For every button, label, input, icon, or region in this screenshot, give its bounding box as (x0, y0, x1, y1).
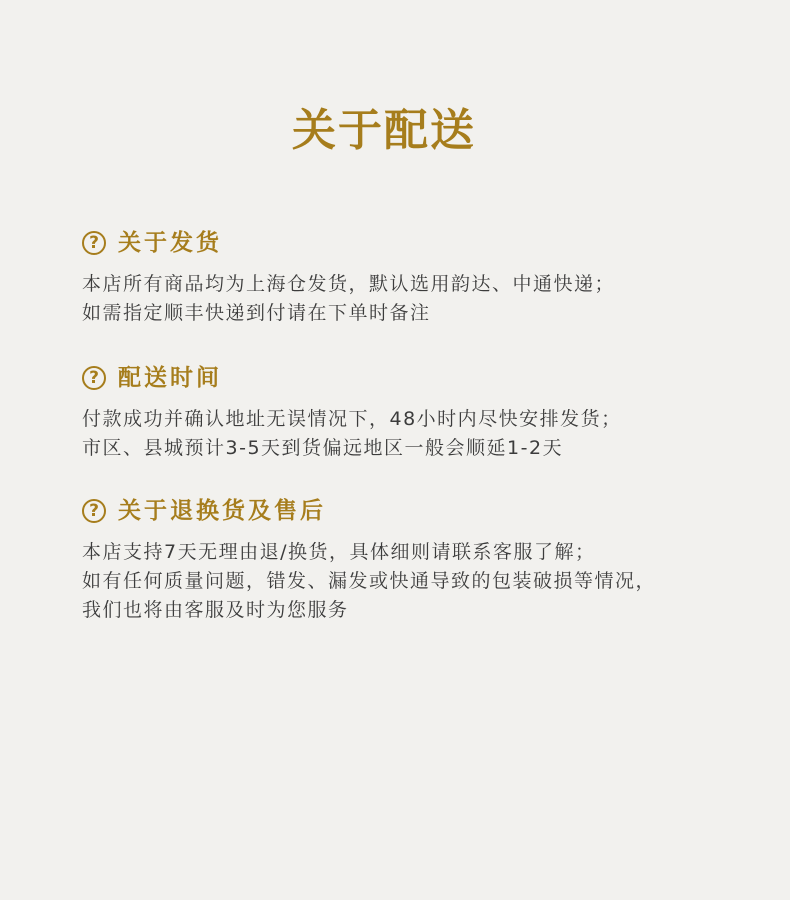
section-text-line: 如有任何质量问题，错发、漏发或快通导致的包装破损等情况， (82, 570, 657, 592)
question-circle-icon: ? (82, 366, 106, 390)
section-text-line: 本店所有商品均为上海仓发货，默认选用韵达、中通快递； (82, 273, 616, 295)
section-header (82, 361, 762, 395)
section-shipping (82, 226, 762, 328)
section-text-line: 本店支持7天无理由退/换货，具体细则请联系客服了解； (82, 541, 596, 563)
section-title: 关于退换货及售后 (118, 498, 326, 524)
section-delivery-time (82, 361, 762, 463)
section-text-line: 如需指定顺丰快递到付请在下单时备注 (82, 302, 431, 324)
section-title: 配送时间 (118, 365, 222, 391)
section-text-line: 市区、县城预计3-5天到货偏远地区一般会顺延1-2天 (82, 437, 564, 459)
page-title: 关于配送 (292, 105, 476, 156)
section-header (82, 226, 762, 260)
question-circle-icon: ? (82, 231, 106, 255)
section-text-line: 我们也将由客服及时为您服务 (82, 599, 349, 621)
section-returns (82, 494, 762, 625)
section-header (82, 494, 762, 528)
section-text-line: 付款成功并确认地址无误情况下，48小时内尽快安排发货； (82, 408, 622, 430)
question-circle-icon: ? (82, 499, 106, 523)
section-title: 关于发货 (118, 230, 222, 256)
